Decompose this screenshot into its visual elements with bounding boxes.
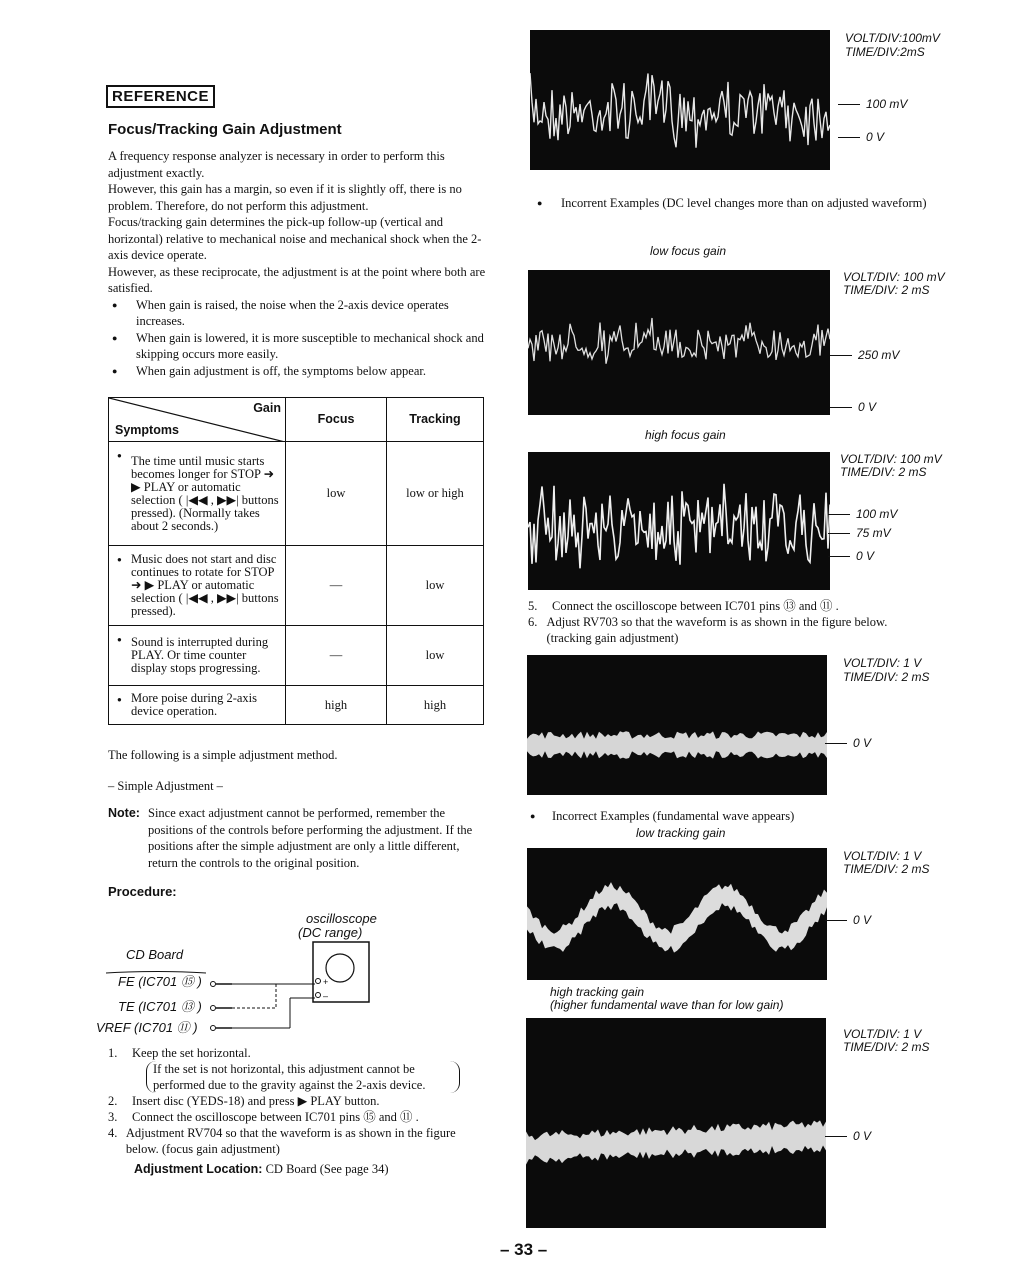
list-item: 6. Adjust RV703 so that the waveform is as shown in the figure below. (tracking gain adjustment) bbox=[528, 615, 888, 645]
corner-gain-label: Gain bbox=[253, 401, 281, 415]
scope1-volt: VOLT/DIV:100mV bbox=[845, 31, 940, 45]
bullet-icon: ● bbox=[530, 811, 536, 821]
incorrect-examples-tracking: ● Incorrect Examples (fundamental wave appears) bbox=[530, 809, 795, 823]
procedure-steps bbox=[108, 1045, 488, 1177]
minus-terminal-label: – bbox=[323, 991, 329, 1001]
high-tracking-gain-label: high tracking gain bbox=[550, 985, 645, 999]
note-label: Note: bbox=[108, 806, 140, 820]
symptom-cell: ● More poise during 2-axis device operation. bbox=[109, 686, 286, 725]
tracking-cell: low bbox=[387, 626, 484, 686]
vref-pin-label: VREF (IC701 ⑪ ) bbox=[96, 1020, 198, 1035]
scope2-marker-0v: 0 V bbox=[830, 400, 876, 414]
note-text: Since exact adjustment cannot be performed, remember the positions of the controls before performing the adjustment. If the positions after the simple adjustment are only a little different, return the controls to the original position. bbox=[148, 806, 473, 870]
scope3-marker-100mv: 100 mV bbox=[828, 507, 897, 521]
oscilloscope-waveform-high-tracking bbox=[526, 1018, 826, 1228]
scope4-volt: VOLT/DIV: 1 V bbox=[843, 656, 922, 670]
oscilloscope-waveform-high-focus bbox=[528, 452, 830, 590]
scope4-marker-0v: 0 V bbox=[825, 736, 871, 750]
list-item: 3. Connect the oscilloscope between IC701 pins ⑮ and ⑪ . bbox=[108, 1110, 419, 1124]
focus-cell: — bbox=[286, 546, 387, 626]
scope5-marker-0v: 0 V bbox=[825, 913, 871, 927]
paragraph: A frequency response analyzer is necessary in order to perform this adjustment exactly. bbox=[108, 149, 445, 180]
dc-range-label: (DC range) bbox=[298, 925, 363, 940]
scope3-marker-75mv: 75 mV bbox=[828, 526, 891, 540]
procedure-heading: Procedure: bbox=[108, 884, 177, 899]
oscilloscope-waveform-focus-adjusted bbox=[530, 30, 830, 170]
oscilloscope-label: oscilloscope bbox=[306, 911, 377, 926]
tracking-cell: low bbox=[387, 546, 484, 626]
note-block bbox=[108, 805, 488, 871]
symptom-cell: ● Sound is interrupted during PLAY. Or time counter display stops progressing. bbox=[109, 626, 286, 686]
oscilloscope-waveform-low-focus bbox=[528, 270, 830, 415]
scope5-volt: VOLT/DIV: 1 V bbox=[843, 849, 922, 863]
column-header-tracking: Tracking bbox=[387, 398, 484, 442]
fe-pin-label: FE (IC701 ⑮ ) bbox=[118, 974, 202, 989]
oscilloscope-waveform-low-tracking bbox=[527, 848, 827, 980]
high-focus-gain-label: high focus gain bbox=[645, 428, 726, 442]
focus-cell: — bbox=[286, 626, 387, 686]
focus-cell: low bbox=[286, 442, 387, 546]
table-row bbox=[109, 626, 484, 686]
table-row bbox=[109, 686, 484, 725]
list-item: ● When gain is raised, the noise when the 2-axis device operates increases. bbox=[108, 297, 488, 330]
gain-bullets bbox=[108, 297, 488, 380]
scope3-time: TIME/DIV: 2 mS bbox=[840, 465, 927, 479]
scope4-time: TIME/DIV: 2 mS bbox=[843, 670, 930, 684]
high-tracking-gain-note: (higher fundamental wave than for low gain) bbox=[550, 998, 784, 1012]
scope2-time: TIME/DIV: 2 mS bbox=[843, 283, 930, 297]
oscilloscope-waveform-tracking-adjusted bbox=[527, 655, 827, 795]
list-item: 4. Adjustment RV704 so that the waveform is as shown in the figure below. (focus gain adjustment) bbox=[108, 1126, 456, 1156]
te-pin-label: TE (IC701 ⑬ ) bbox=[118, 999, 202, 1014]
page-number: – 33 – bbox=[500, 1240, 548, 1259]
adjustment-location: Adjustment Location: CD Board (See page 34) bbox=[134, 1162, 389, 1176]
list-item: 2. Insert disc (YEDS-18) and press ▶ PLAY button. bbox=[108, 1094, 380, 1108]
list-item: 5. Connect the oscilloscope between IC701 pins ⑬ and ⑪ . bbox=[528, 599, 839, 613]
focus-cell: high bbox=[286, 686, 387, 725]
symptom-cell: ● Music does not start and disc continues to rotate for STOP ➜ ▶ PLAY or automatic selection ( |◀◀ , ▶▶| buttons pressed). bbox=[109, 546, 286, 626]
paragraph: Focus/tracking gain determines the pick-up follow-up (vertical and horizontal) relative to mechanical noise and mechanical shock when the 2-axis device operate. bbox=[108, 215, 482, 262]
tracking-steps bbox=[528, 598, 913, 646]
list-item: ● When gain adjustment is off, the symptoms below appear. bbox=[108, 363, 488, 380]
oscilloscope-connection-diagram bbox=[100, 938, 390, 1038]
paragraph: However, as these reciprocate, the adjustment is at the point where both are satisfied. bbox=[108, 264, 486, 295]
reference-label: REFERENCE bbox=[106, 85, 215, 108]
section-title: Focus/Tracking Gain Adjustment bbox=[108, 121, 342, 138]
bullet-icon: ● bbox=[537, 198, 543, 208]
scope1-marker-0v: 0 V bbox=[838, 130, 884, 144]
tracking-cell: high bbox=[387, 686, 484, 725]
scope2-marker-250mv: 250 mV bbox=[830, 348, 899, 362]
column-header-focus: Focus bbox=[286, 398, 387, 442]
low-focus-gain-label: low focus gain bbox=[650, 244, 727, 258]
list-item: If the set is not horizontal, this adjustment cannot be performed due to the gravity against the 2-axis device. bbox=[146, 1061, 460, 1093]
simple-intro: The following is a simple adjustment method. bbox=[108, 748, 338, 762]
scope3-volt: VOLT/DIV: 100 mV bbox=[840, 452, 942, 466]
corner-symptoms-label: Symptoms bbox=[115, 423, 179, 437]
scope1-marker-100mv: 100 mV bbox=[838, 97, 907, 111]
scope6-volt: VOLT/DIV: 1 V bbox=[843, 1027, 922, 1041]
table-corner-header bbox=[109, 398, 286, 442]
incorrect-examples-focus: ● Incorrent Examples (DC level changes more than on adjusted waveform) bbox=[537, 196, 927, 210]
low-tracking-gain-label: low tracking gain bbox=[636, 826, 726, 840]
scope3-marker-0v: 0 V bbox=[828, 549, 874, 563]
tracking-cell: low or high bbox=[387, 442, 484, 546]
table-row bbox=[109, 546, 484, 626]
cd-board-label: CD Board bbox=[126, 947, 184, 962]
paragraph: However, this gain has a margin, so even if it is slightly off, there is no problem. Therefore, do not perform this adjustment. bbox=[108, 182, 462, 213]
scope2-volt: VOLT/DIV: 100 mV bbox=[843, 270, 945, 284]
symptom-cell: ● The time until music starts becomes longer for STOP ➜ ▶ PLAY or automatic selection ( |◀◀ , ▶▶| buttons pressed). (Normally takes about 2 seconds.) bbox=[109, 442, 286, 546]
scope1-time: TIME/DIV:2mS bbox=[845, 45, 925, 59]
scope6-marker-0v: 0 V bbox=[825, 1129, 871, 1143]
list-item: ● When gain is lowered, it is more susceptible to mechanical shock and skipping occurs more easily. bbox=[108, 330, 488, 363]
plus-terminal-label: + bbox=[323, 977, 329, 987]
symptoms-table bbox=[108, 397, 484, 725]
scope5-time: TIME/DIV: 2 mS bbox=[843, 862, 930, 876]
scope6-time: TIME/DIV: 2 mS bbox=[843, 1040, 930, 1054]
list-item: 1. Keep the set horizontal. bbox=[108, 1046, 251, 1060]
table-row bbox=[109, 442, 484, 546]
simple-heading: – Simple Adjustment – bbox=[108, 779, 223, 793]
intro-text bbox=[108, 148, 488, 379]
